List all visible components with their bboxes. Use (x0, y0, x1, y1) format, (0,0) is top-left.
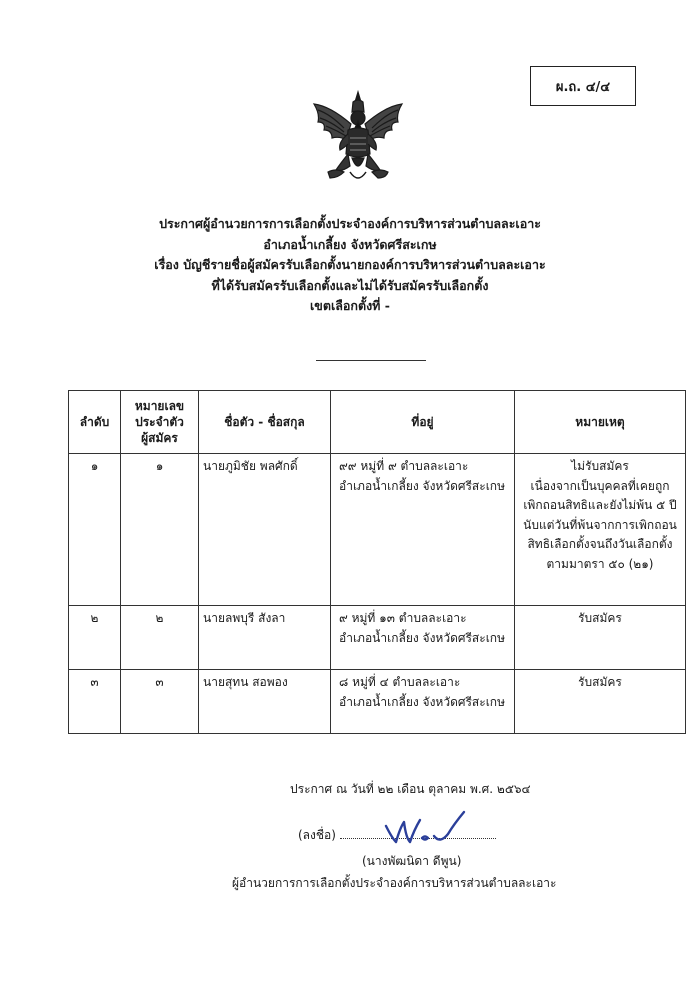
col-header-remark: หมายเหตุ (515, 391, 686, 454)
row-remark (515, 670, 686, 734)
row-remark-line-4: นับแต่วันที่พ้นจากการเพิกถอน (523, 517, 677, 532)
col-header-name: ชื่อตัว - ชื่อสกุล (199, 391, 331, 454)
row-address-line-1: ๙ หมู่ที่ ๑๓ ตำบลละเอาะ (339, 611, 467, 625)
row-number: ๓ (121, 670, 199, 734)
table-row (69, 454, 686, 606)
row-remark-line-1: รับสมัคร (578, 611, 622, 625)
handwritten-signature (378, 808, 468, 848)
row-remark-line-2: เนื่องจากเป็นบุคคลที่เคยถูก (530, 478, 670, 493)
form-code: ผ.ถ. ๔/๔ (555, 79, 611, 95)
col-header-address: ที่อยู่ (331, 391, 515, 454)
col-header-number-line-2: ประจำตัว (135, 415, 184, 429)
row-remark (515, 606, 686, 670)
candidate-table (68, 390, 686, 734)
scan-speck (54, 584, 58, 588)
signer-name: (นางพัฒนิดา ดีพูน) (362, 854, 462, 868)
col-header-order: ลำดับ (69, 391, 121, 454)
row-name: นายลพบุรี สังลา (199, 606, 331, 670)
header-line-1: ประกาศผู้อำนวยการการเลือกตั้งประจำองค์การบริหารส่วนตำบลละเอาะ (159, 216, 541, 231)
row-address-line-2: อำเภอน้ำเกลี้ยง จังหวัดศรีสะเกษ (339, 694, 505, 709)
row-address (331, 670, 515, 734)
row-remark-line-6: ตามมาตรา ๕๐ (๒๑) (546, 556, 654, 571)
row-order: ๒ (69, 606, 121, 670)
row-address (331, 454, 515, 606)
header-line-4: ที่ได้รับสมัครรับเลือกตั้งและไม่ได้รับสมัครรับเลือกตั้ง (211, 277, 489, 293)
col-header-number (121, 391, 199, 454)
row-address-line-2: อำเภอน้ำเกลี้ยง จังหวัดศรีสะเกษ (339, 478, 505, 493)
garuda-emblem-icon (310, 88, 406, 188)
table-header-row (69, 391, 686, 454)
row-order: ๑ (69, 454, 121, 606)
row-remark-line-1: รับสมัคร (578, 675, 622, 689)
header-line-5: เขตเลือกตั้งที่ - (310, 298, 390, 313)
row-remark-line-5: สิทธิเลือกตั้งจนถึงวันเลือกตั้ง (527, 537, 673, 551)
sign-label: (ลงชื่อ) (298, 828, 336, 842)
header-divider (316, 360, 426, 361)
col-header-number-line-1: หมายเลข (134, 399, 185, 413)
row-number: ๒ (121, 606, 199, 670)
form-code-box (530, 66, 636, 106)
row-name: นายสุทน สอพอง (199, 670, 331, 734)
announcement-header (60, 214, 640, 317)
row-address-line-2: อำเภอน้ำเกลี้ยง จังหวัดศรีสะเกษ (339, 630, 505, 645)
row-address (331, 606, 515, 670)
row-remark (515, 454, 686, 606)
row-remark-line-1: ไม่รับสมัคร (571, 459, 629, 473)
col-header-number-line-3: ผู้สมัคร (141, 431, 178, 445)
row-remark-line-3: เพิกถอนสิทธิและยังไม่พ้น ๕ ปี (523, 498, 677, 512)
table-row (69, 606, 686, 670)
announce-date: ประกาศ ณ วันที่ ๒๒ เดือน ตุลาคม พ.ศ. ๒๕๖๔ (290, 782, 531, 796)
table-row (69, 670, 686, 734)
header-line-2: อำเภอน้ำเกลี้ยง จังหวัดศรีสะเกษ (263, 236, 437, 252)
row-address-line-1: ๙๙ หมู่ที่ ๙ ตำบลละเอาะ (339, 459, 469, 473)
row-number: ๑ (121, 454, 199, 606)
row-order: ๓ (69, 670, 121, 734)
row-name: นายภูมิชัย พลศักดิ์ (199, 454, 331, 606)
header-line-3: เรื่อง บัญชีรายชื่อผู้สมัครรับเลือกตั้งนายกองค์การบริหารส่วนตำบลละเอาะ (154, 257, 546, 272)
signer-title: ผู้อำนวยการการเลือกตั้งประจำองค์การบริหารส่วนตำบลละเอาะ (232, 876, 557, 890)
row-address-line-1: ๘ หมู่ที่ ๔ ตำบลละเอาะ (339, 675, 461, 689)
